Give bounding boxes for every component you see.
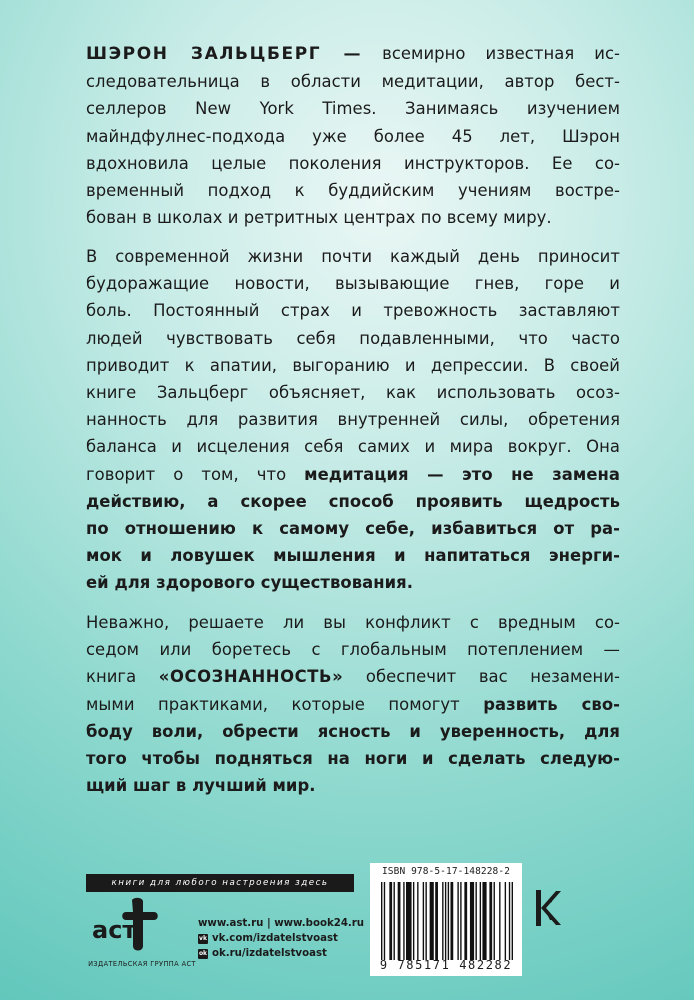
description-line: приводит к апатии, выгоранию и депрессии. В своей [86,355,620,375]
description-line: людей чувствовать себя подавленными, что часто [86,328,620,348]
ast-logo [88,896,170,954]
highlight-line: действию, а скорее способ проявить щедрость [86,491,620,511]
description-line: нанность для развития внутренней силы, обретения [86,410,620,430]
author-bio [86,40,620,231]
book-title: «ОСОЗНАННОСТЬ» [158,667,344,687]
barcode-bar [489,882,492,960]
highlight-line: щий шаг в лучший мир. [86,776,316,796]
bio-line: следовательница в области медитации, автор бест- [86,72,620,92]
barcode-bar [512,882,513,960]
websites-link[interactable]: www.ast.ru | www.book24.ru [198,918,365,929]
barcode-bar [450,882,453,960]
publisher-tagline: книги для любого настроения здесь [86,874,354,892]
logo-text: аст [92,916,137,944]
bio-line: майндфулнес-подхода уже более 45 лет, Шэрон [86,126,620,146]
ok-row [198,946,364,961]
description-line: боль. Постоянный страх и тревожность заставляют [86,301,620,321]
barcode-bar [413,882,414,960]
highlight-text: медитация — это не замена [304,464,620,484]
vk-row [198,931,364,946]
barcode-bar [457,882,458,960]
highlight-line: боду воли, обрести ясность и уверенность, для [86,721,620,741]
barcode-bar [403,882,404,960]
description-line: будоражащие новости, вызывающие гнев, горе и [86,274,620,294]
closing [86,609,620,799]
barcode-bar [464,882,467,960]
websites-row [198,916,364,931]
barcode-bar [423,882,424,960]
description-line-9: говорит о том, что медитация — это не замена [86,464,620,484]
barcode-bar [494,882,495,960]
barcode-bar [470,882,474,960]
publisher-links [198,916,364,961]
barcode-bar [398,882,401,960]
barcode-bar [448,882,449,960]
bio-line-1: ШЭРОН ЗАЛЬЦБЕРГ — всемирно известная ис- [86,44,620,64]
description-line: баланса и исцеления себя самих и мира вокруг. Она [86,437,620,457]
highlight-line: ей для здорового существования. [86,573,413,593]
description-line: книге Зальцберг объясняет, как использовать осоз- [86,383,620,403]
k-publisher-logo [532,888,562,928]
barcode-bar [499,882,500,960]
bio-line: временный подход к буддийским учениям востре- [86,181,620,201]
barcode-bar [445,882,446,960]
barcode-digits: 9 785171 482282 [379,958,513,972]
vk-icon: vk [199,934,207,942]
description [86,243,620,597]
barcode-bar [509,882,510,960]
barcode-bar [430,882,434,960]
bio-line: бован в школах и ретритных центрах по всему миру. [86,208,552,228]
author-name: ШЭРОН ЗАЛЬЦБЕРГ — [86,44,363,64]
isbn-number: ISBN 978-5-17-148228-2 [381,866,511,877]
barcode-bar [505,882,506,960]
barcode-bar [482,882,486,960]
vk-link[interactable]: vk.com/izdatelstvoast [212,933,338,944]
barcode-bar [384,882,385,960]
barcode-bar [435,882,438,960]
barcode-bar [389,882,392,960]
closing-line: Неважно, решаете ли вы конфликт с вредным со- [86,613,620,632]
description-line: В современной жизни почти каждый день приносит [86,247,620,266]
barcode-bar [417,882,418,960]
barcode-bar [442,882,443,960]
closing-line-4: мыми практиками, которые помогут развить сво- [86,694,621,714]
bio-line: вдохновила целые поколения инструкторов. Ее со- [86,153,620,173]
barcode-label [370,863,522,976]
barcode-bar [381,882,382,960]
ok-icon: ok [198,949,208,957]
barcode-bar [394,882,395,960]
barcode-bar [460,882,461,960]
barcode-bar [406,882,412,960]
closing-line: седом или боретесь с глобальным потеплением — [86,640,620,660]
highlight-line: по отношению к самому себе, избавиться от ра- [86,519,620,539]
publisher-group-name: ИЗДАТЕЛЬСКАЯ ГРУППА АСТ [88,960,196,968]
barcode-bar [475,882,476,960]
ok-link[interactable]: ok.ru/izdatelstvoast [212,948,327,959]
highlight-line: мок и ловушек мышления и напитаться энерги- [86,546,620,566]
highlight-line: того чтобы подняться на ноги и сделать следую- [86,749,620,769]
barcode-icon [381,882,513,960]
closing-line-3: книга «ОСОЗНАННОСТЬ» обеспечит вас незамени- [86,667,620,687]
barcode-bar [425,882,426,960]
barcode-bar [480,882,481,960]
bio-line: селлеров New York Times. Занимаясь изучением [86,99,620,119]
